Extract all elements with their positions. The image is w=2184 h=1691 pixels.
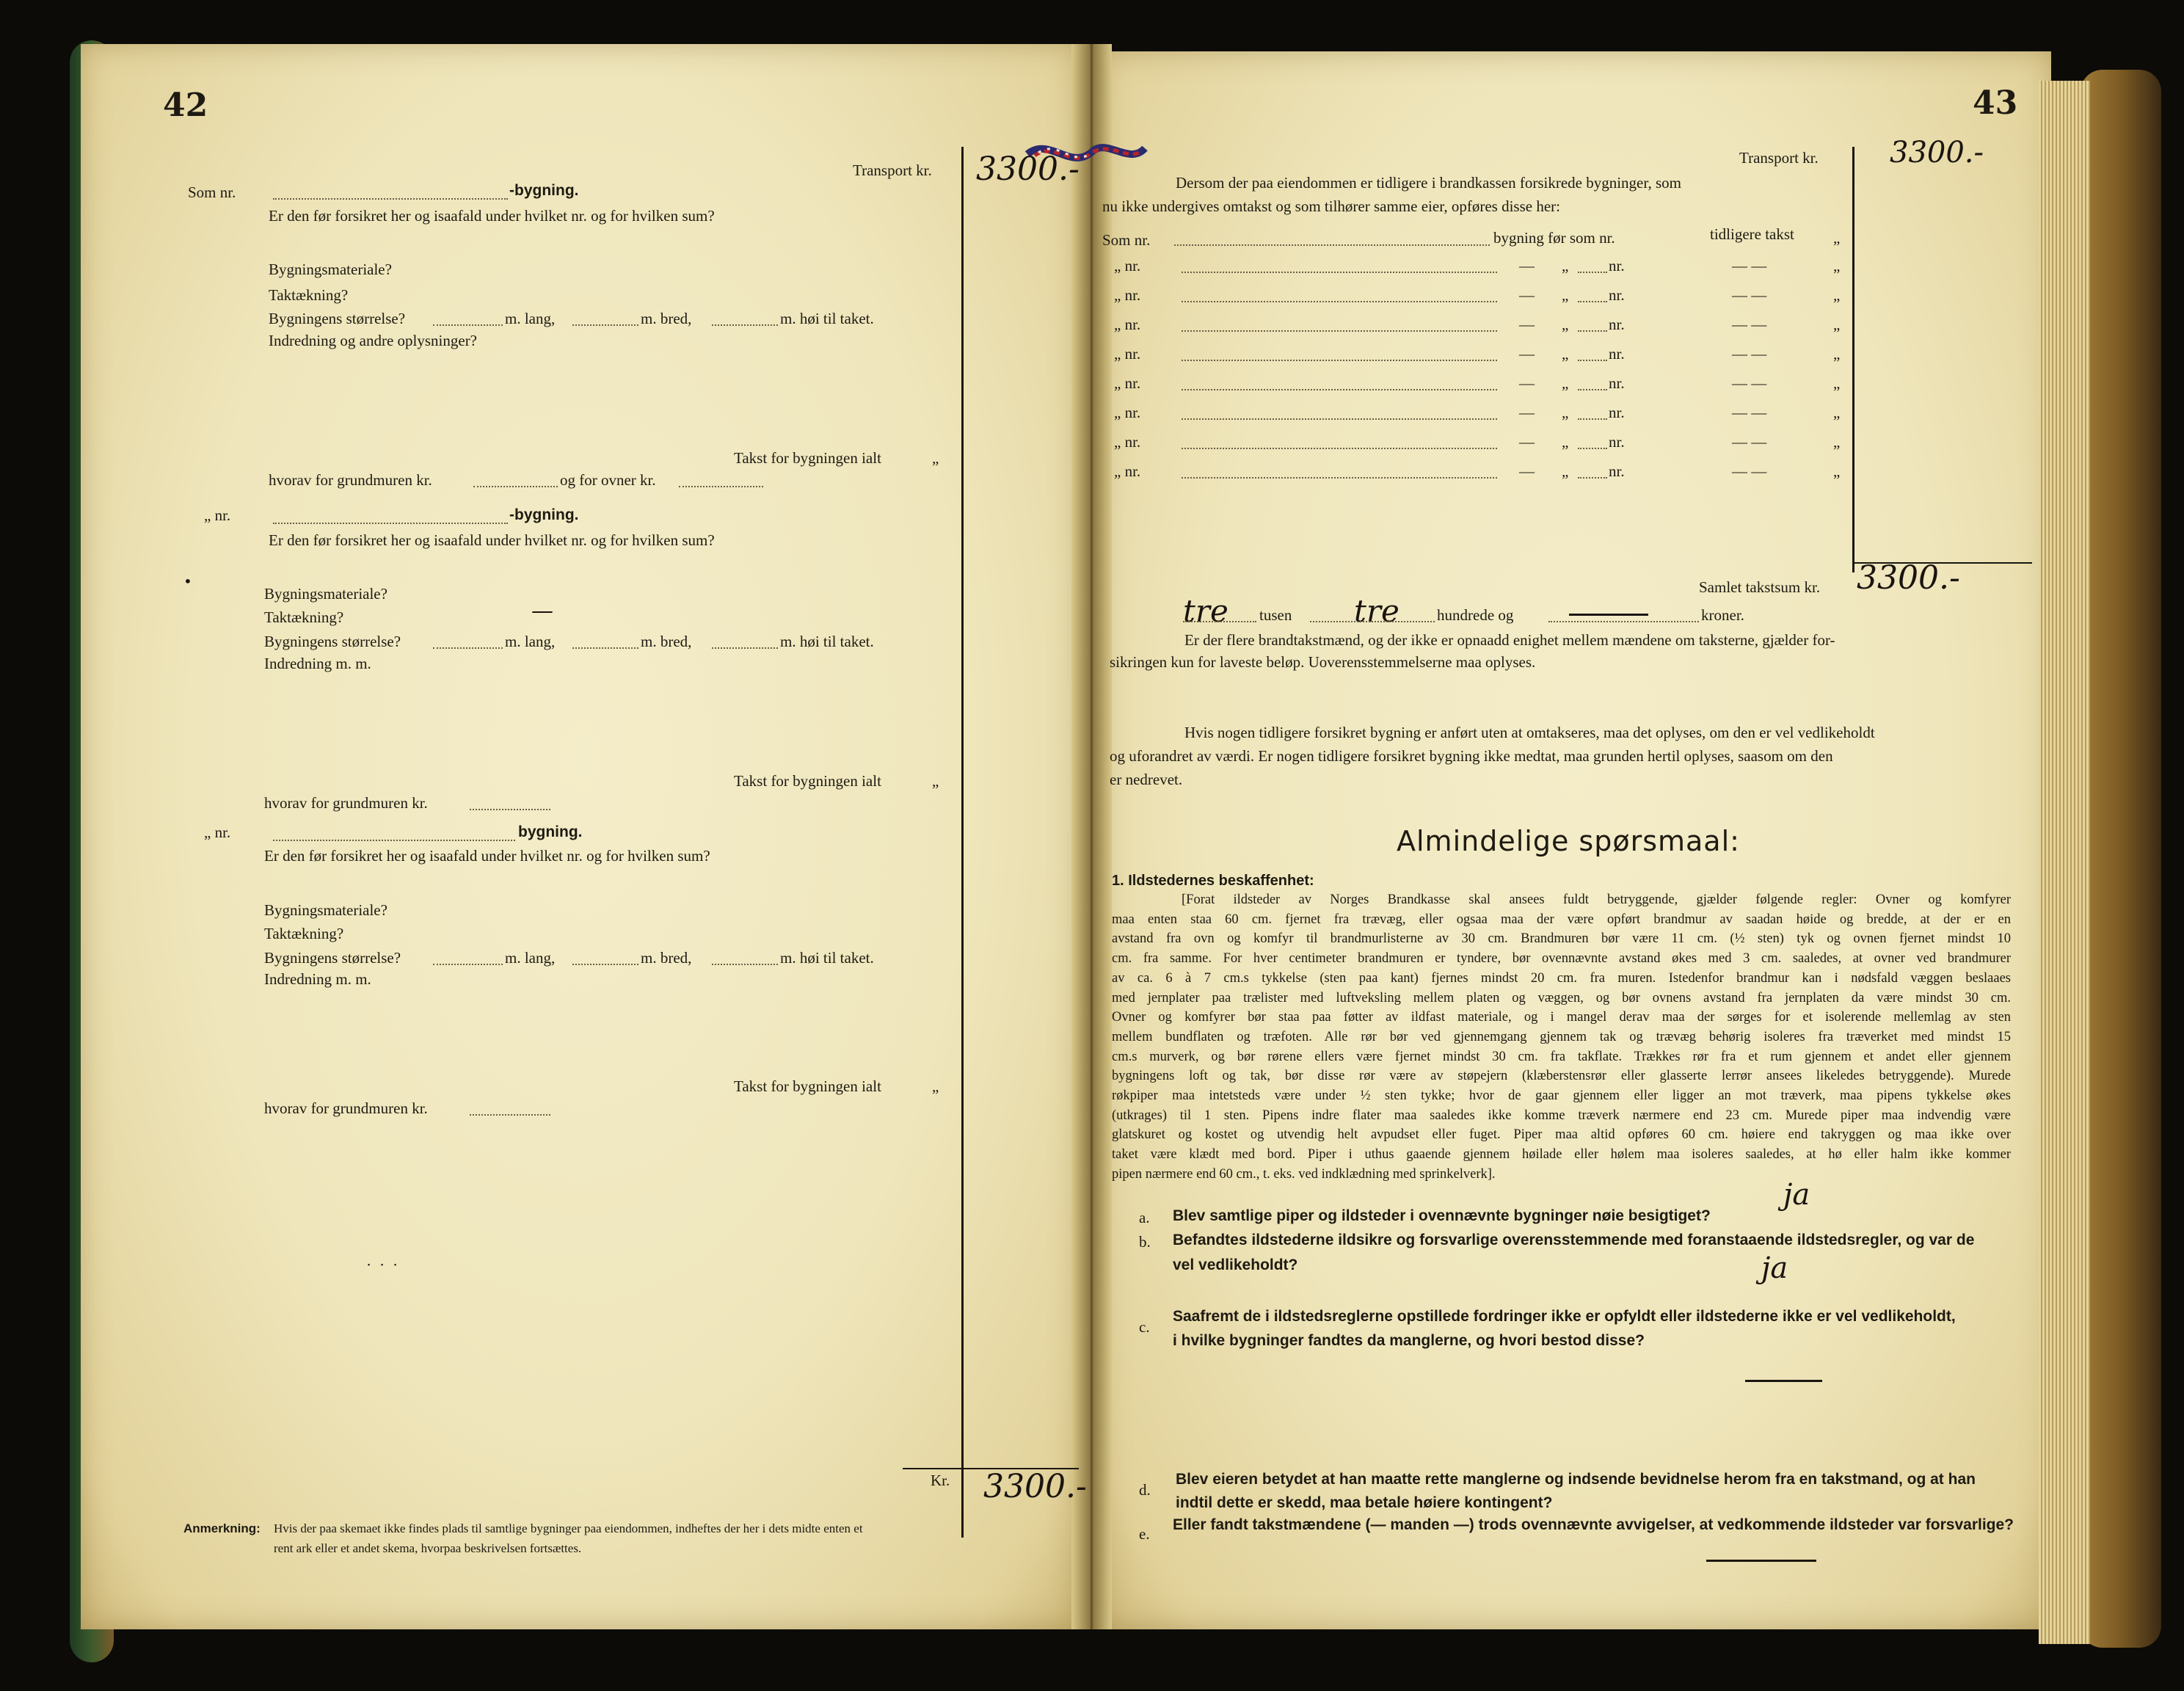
row-prev-nr-field[interactable]	[1578, 477, 1607, 479]
b1-name-field[interactable]	[273, 198, 508, 200]
row-nr: nr.	[1609, 374, 1625, 392]
regulation-line: med jernplater paa trælister med luftveksling mellem platen og væggen, og bør ovnens avstand fra jernplaten da være mindst 30 cm.	[1112, 990, 2011, 1005]
row-amount-quote: „	[1833, 257, 1841, 274]
regulation-line: avstand fra ovn og komfyr til brandmurlisterne av 30 cm. Brandmuren bør være 11 cm. (½ sten) tyk og ovnen fjernet mindst 10	[1112, 931, 2011, 947]
book-cover-right	[2081, 70, 2161, 1648]
b1-hvorav: hvorav for grundmuren kr.	[269, 471, 432, 489]
b1-question: Er den før forsikret her og isaafald under hvilket nr. og for hvilken sum?	[269, 207, 715, 225]
qa-letter: a.	[1139, 1209, 1150, 1226]
hvis-line-2: og uforandret av værdi. Er nogen tidligere forsikret bygning ikke medtat, maa grunden hertil oplyses, saasom om den	[1110, 747, 1833, 765]
row-prev-nr-field[interactable]	[1578, 272, 1607, 273]
b1-ovner-field[interactable]	[679, 486, 763, 487]
tusen-field[interactable]	[1183, 621, 1256, 622]
row-prefix: „ nr.	[1114, 286, 1141, 304]
b2-bred: m. bred,	[641, 633, 692, 650]
tusen-label: tusen	[1259, 606, 1292, 624]
b3-question: Er den før forsikret her og isaafald under hvilket nr. og for hvilken sum?	[264, 847, 710, 865]
b2-roof: Taktækning?	[264, 608, 344, 626]
hundrede-value: tre	[1354, 593, 1399, 629]
intro-line-2: nu ikke undergives omtakst og som tilhører samme eier, opføres disse her:	[1102, 197, 1560, 215]
head-quote: „	[1833, 229, 1841, 247]
row-amount-quote: „	[1833, 433, 1841, 451]
regulation-line: glatskuret og kostet og utvendig helt avpudset eller fuget. Piper maa altid opføres 60 cm. høiere end takryggen og maa ikke over	[1112, 1127, 2011, 1143]
row-prefix: „ nr.	[1114, 316, 1141, 333]
row-quote: „	[1562, 433, 1569, 451]
row-prefix: „ nr.	[1114, 257, 1141, 274]
row-dash: —	[1519, 257, 1535, 274]
regulation-line: cm.s murverk, og bør rørene ellers være fjernet mindst 30 cm. fra takflate. Trækkes rør fra et rum gjennem et andet eller gjennem	[1112, 1049, 2011, 1064]
regulation-line: taket være klædt med bord. Piper i uthus gaaende gjennem høilade eller hølem maa isoleres saaledes, at hø eller halm ikke kommer	[1112, 1147, 2011, 1163]
row-dashes: — —	[1732, 462, 1767, 480]
b2-prefix: „ nr.	[204, 506, 231, 524]
row-quote: „	[1562, 345, 1569, 363]
row-nr: nr.	[1609, 404, 1625, 421]
hvis-line-3: er nedrevet.	[1110, 771, 1183, 788]
row-prefix: „ nr.	[1114, 374, 1141, 392]
regulation-line: mellem bundflaten og træfoten. Alle rør bør ved gjennemgang gjennem tak og trævæg behørig isoleres fra træverket med mindst 15	[1112, 1029, 2011, 1044]
b1-material: Bygningsmateriale?	[269, 261, 392, 278]
qa-text: Blev samtlige piper og ildsteder i ovennævnte bygninger nøie besigtiget?	[1173, 1207, 1711, 1224]
b3-hvorav: hvorav for grundmuren kr.	[264, 1099, 428, 1117]
head-takst: tidligere takst	[1710, 225, 1794, 243]
row-prefix: „ nr.	[1114, 462, 1141, 480]
row-name-field[interactable]	[1182, 477, 1497, 479]
b3-quote: „	[932, 1077, 939, 1095]
row-quote: „	[1562, 316, 1569, 333]
row-prev-nr-field[interactable]	[1578, 330, 1607, 332]
row-prev-nr-field[interactable]	[1578, 448, 1607, 449]
b2-takst: Takst for bygningen ialt	[734, 772, 881, 790]
regulation-line: pipen nærmere end 60 cm., t. eks. ved indklædning med sprinkelverk].	[1112, 1166, 1496, 1182]
b1-hoi: m. høi til taket.	[780, 310, 874, 327]
b2-width-field[interactable]	[572, 647, 638, 649]
row-amount-quote: „	[1833, 374, 1841, 392]
b2-quote: „	[932, 772, 939, 790]
right-page-number: 43	[1973, 84, 2018, 122]
row-dashes: — —	[1732, 286, 1767, 304]
right-transport-value: 3300.-	[1890, 136, 1984, 170]
regulation-line: av ca. 6 à 7 cm.s tykkelse (sten paa kant) fjernes mindst 20 cm. fra muren. Istedenfor brandmur kan i nødsfald væggen beslaaes	[1112, 970, 2011, 986]
row-nr: nr.	[1609, 257, 1625, 274]
row-amount-quote: „	[1833, 316, 1841, 333]
hvis-line-1: Hvis nogen tidligere forsikret bygning er anført uten at omtakseres, maa det oplyses, om den er vel vedlikeholdt	[1184, 724, 1875, 741]
b3-takst: Takst for bygningen ialt	[734, 1077, 881, 1095]
qc-text-2: i hvilke bygninger fandtes da manglerne, og hvori bestod disse?	[1173, 1332, 1645, 1349]
row-dash: —	[1519, 404, 1535, 421]
b3-height-field[interactable]	[712, 964, 778, 965]
row-prev-nr-field[interactable]	[1578, 301, 1607, 302]
left-transport-value: 3300.-	[976, 150, 1080, 188]
anm-text-2: rent ark eller et andet skema, hvorpaa beskrivelsen fortsættes.	[274, 1541, 582, 1555]
b1-bygning: -bygning.	[509, 182, 579, 199]
left-total-value: 3300.-	[983, 1468, 1087, 1505]
qd-text-2: indtil dette er skedd, maa betale høiere kontingent?	[1176, 1494, 1553, 1511]
qe-text: Eller fandt takstmændene (— manden —) trods ovennævnte avvigelser, at vedkommende ildsteder var forsvarlige?	[1173, 1516, 2014, 1533]
row-dashes: — —	[1732, 316, 1767, 333]
row-dashes: — —	[1732, 345, 1767, 363]
b2-length-field[interactable]	[433, 647, 503, 649]
row-amount-quote: „	[1833, 462, 1841, 480]
b1-length-field[interactable]	[433, 324, 503, 326]
qb-text-2: vel vedlikeholdt?	[1173, 1257, 1298, 1273]
head-bygning: bygning før som nr.	[1493, 229, 1615, 247]
b3-prefix: „ nr.	[204, 823, 231, 841]
right-transport-label: Transport kr.	[1739, 149, 1819, 167]
row-name-field[interactable]	[1182, 448, 1497, 449]
pencil-mark: ˙ ˙ ˙	[363, 1262, 398, 1281]
row-dash: —	[1519, 345, 1535, 363]
hundrede-label: hundrede og	[1437, 606, 1514, 624]
page-edges	[2039, 81, 2090, 1644]
row-nr: nr.	[1609, 316, 1625, 333]
regulation-line: røkpiper maa intetsteds være under ½ sten tykke; hvor de gaar gjennem eller ligger an mot træverk, maa pipens tykkelse økes	[1112, 1088, 2011, 1104]
b1-size: Bygningens størrelse?	[269, 310, 406, 327]
row-name-field[interactable]	[1182, 272, 1497, 273]
b3-interior: Indredning m. m.	[264, 970, 371, 988]
row-nr: nr.	[1609, 462, 1625, 480]
b3-bred: m. bred,	[641, 949, 692, 967]
kroner-label: kroner.	[1701, 606, 1744, 624]
row-dashes: — —	[1732, 433, 1767, 451]
b1-prefix: Som nr.	[188, 183, 236, 201]
b2-question: Er den før forsikret her og isaafald under hvilket nr. og for hvilken sum?	[269, 531, 715, 549]
row-quote: „	[1562, 286, 1569, 304]
kroner-dash	[1569, 614, 1648, 616]
regulation-line: [Forat ildsteder av Norges Brandkasse skal ansees fuldt betryggende, gjælder følgende regler: Ovner og komfyrer	[1182, 892, 2011, 907]
regulation-line: cm. fra samme. For hver centimeter brandmuren er tyndere, bør ovennævnte avstand økes med 3 cm. saaledes, at ovner ved brandmurer	[1112, 951, 2011, 967]
head-som-nr: Som nr.	[1102, 231, 1151, 249]
b2-height-field[interactable]	[712, 647, 778, 649]
b2-roof-value: —	[531, 598, 553, 624]
row-dashes: — —	[1732, 404, 1767, 421]
flere-line-2: sikringen kun for laveste beløp. Uoverensstemmelserne maa oplyses.	[1110, 653, 1536, 671]
qd-text-1: Blev eieren betydet at han maatte rette manglerne og indsende bevidnelse herom fra en takstmand, og at han	[1176, 1471, 1976, 1488]
row-amount-quote: „	[1833, 345, 1841, 363]
row-dashes: — —	[1732, 257, 1767, 274]
b1-height-field[interactable]	[712, 324, 778, 326]
b1-width-field[interactable]	[572, 324, 638, 326]
tusen-value: tre	[1183, 593, 1228, 629]
qe-letter: e.	[1139, 1525, 1150, 1543]
b2-size: Bygningens størrelse?	[264, 633, 401, 650]
row-dashes: — —	[1732, 374, 1767, 392]
section-1-label: 1. Ildstedernes beskaffenhet:	[1112, 873, 1314, 889]
row-amount-quote: „	[1833, 404, 1841, 421]
b2-lang: m. lang,	[505, 633, 556, 650]
row-prefix: „ nr.	[1114, 345, 1141, 363]
row-dash: —	[1519, 286, 1535, 304]
row-amount-quote: „	[1833, 286, 1841, 304]
kroner-field[interactable]	[1548, 621, 1699, 622]
b3-bygning: bygning.	[518, 823, 583, 840]
row-dash: —	[1519, 374, 1535, 392]
left-transport-label: Transport kr.	[853, 161, 932, 179]
row-nr: nr.	[1609, 433, 1625, 451]
b1-quote: „	[932, 449, 939, 467]
regulation-line: maa enten staa 60 cm. fjernet fra trævæg, eller ogsaa maa der være opført brandmur av saadan høide og bredde, at der er en	[1112, 912, 2011, 927]
b1-grundmur-field[interactable]	[473, 486, 558, 487]
row-prev-nr-field[interactable]	[1578, 418, 1607, 420]
row-quote: „	[1562, 257, 1569, 274]
row-nr: nr.	[1609, 286, 1625, 304]
regulation-line: Ovner og komfyrer bør staa paa føtter av ildfast materiale, og i mangel derav maa der sørges for et isolerende mellemlag av sten	[1112, 1010, 2011, 1025]
qc-letter: c.	[1139, 1318, 1150, 1336]
qa-answer: ja	[1783, 1178, 1810, 1212]
row-name-field[interactable]	[1182, 418, 1497, 420]
row-prefix: „ nr.	[1114, 404, 1141, 421]
b3-grundmur-field[interactable]	[470, 1114, 550, 1116]
intro-line-1: Dersom der paa eiendommen er tidligere i brandkassen forsikrede bygninger, som	[1176, 174, 1682, 192]
anm-label: Anmerkning:	[183, 1521, 261, 1535]
b2-hoi: m. høi til taket.	[780, 633, 874, 650]
b1-bred: m. bred,	[641, 310, 692, 327]
b1-ovner: og for ovner kr.	[560, 471, 656, 489]
b2-bygning: -bygning.	[509, 506, 579, 523]
row-dash: —	[1519, 433, 1535, 451]
margin-mark: •	[183, 572, 192, 590]
left-page-number: 42	[163, 87, 208, 124]
row-prefix: „ nr.	[1114, 433, 1141, 451]
b3-name-field[interactable]	[273, 840, 515, 841]
book-gutter	[1071, 44, 1112, 1629]
ildsted-regulations	[1112, 890, 2011, 1185]
b1-takst: Takst for bygningen ialt	[734, 449, 881, 467]
qc-text-1: Saafremt de i ildstedsreglerne opstillede fordringer ikke er opfyldt eller ildstederne ikke er vel vedlikeholdt,	[1173, 1308, 1956, 1325]
b1-interior: Indredning og andre oplysninger?	[269, 332, 478, 349]
row-dash: —	[1519, 462, 1535, 480]
anm-text-1: Hvis der paa skemaet ikke findes plads til samtlige bygninger paa eiendommen, indheftes der her i dets midte enten et	[274, 1521, 863, 1535]
row-prev-nr-field[interactable]	[1578, 360, 1607, 361]
b2-hvorav: hvorav for grundmuren kr.	[264, 794, 428, 812]
qd-letter: d.	[1139, 1481, 1151, 1499]
regulation-line: (utkrages) til 1 sten. Pipens indre flater maa saaledes ikke komme træverk nærmere end 23 cm. Murede piper maa indvendig være	[1112, 1108, 2011, 1123]
qb-text-1: Befandtes ildstederne ildsikre og forsvarlige overensstemmende med foranstaaende ildstedsregler, og var de	[1173, 1232, 1975, 1248]
b3-width-field[interactable]	[572, 964, 638, 965]
row-name-field[interactable]	[1182, 389, 1497, 390]
row-name-field[interactable]	[1182, 330, 1497, 332]
right-amount-column-rule	[1852, 147, 1854, 572]
b3-hoi: m. høi til taket.	[780, 949, 874, 967]
regulation-line: bygningens loft og tak, bør disse rør være av støpejern (klæberstensrør eller glasserte lerrør ansees likeledes betryggende). Murede	[1112, 1069, 2011, 1084]
flere-line-1: Er der flere brandtakstmænd, og der ikke er opnaadd enighet mellem mændene om taksterne, gjælder for-	[1184, 631, 1835, 649]
head-name-field[interactable]	[1174, 244, 1490, 246]
hundrede-field[interactable]	[1310, 621, 1435, 622]
left-amount-column-rule	[961, 147, 964, 1538]
b3-size: Bygningens størrelse?	[264, 949, 401, 967]
qe-answer-dash	[1706, 1560, 1816, 1562]
row-nr: nr.	[1609, 345, 1625, 363]
section-heading: Almindelige spørsmaal:	[1397, 825, 1740, 857]
samlet-value: 3300.-	[1857, 559, 1960, 597]
row-quote: „	[1562, 462, 1569, 480]
row-name-field[interactable]	[1182, 301, 1497, 302]
b2-material: Bygningsmateriale?	[264, 585, 387, 603]
b1-lang: m. lang,	[505, 310, 556, 327]
row-quote: „	[1562, 374, 1569, 392]
row-name-field[interactable]	[1182, 360, 1497, 361]
row-quote: „	[1562, 404, 1569, 421]
qb-answer: ja	[1761, 1251, 1788, 1285]
b2-name-field[interactable]	[273, 523, 508, 524]
row-dash: —	[1519, 316, 1535, 333]
b3-lang: m. lang,	[505, 949, 556, 967]
samlet-label: Samlet takstsum kr.	[1699, 578, 1821, 596]
b3-length-field[interactable]	[433, 964, 503, 965]
qc-answer-dash	[1745, 1380, 1822, 1382]
b3-material: Bygningsmateriale?	[264, 901, 387, 919]
qb-letter: b.	[1139, 1233, 1151, 1251]
b2-interior: Indredning m. m.	[264, 655, 371, 672]
b2-grundmur-field[interactable]	[470, 809, 550, 810]
left-kr-label: Kr.	[931, 1472, 950, 1489]
row-prev-nr-field[interactable]	[1578, 389, 1607, 390]
b1-roof: Taktækning?	[269, 286, 349, 304]
b3-roof: Taktækning?	[264, 925, 344, 942]
